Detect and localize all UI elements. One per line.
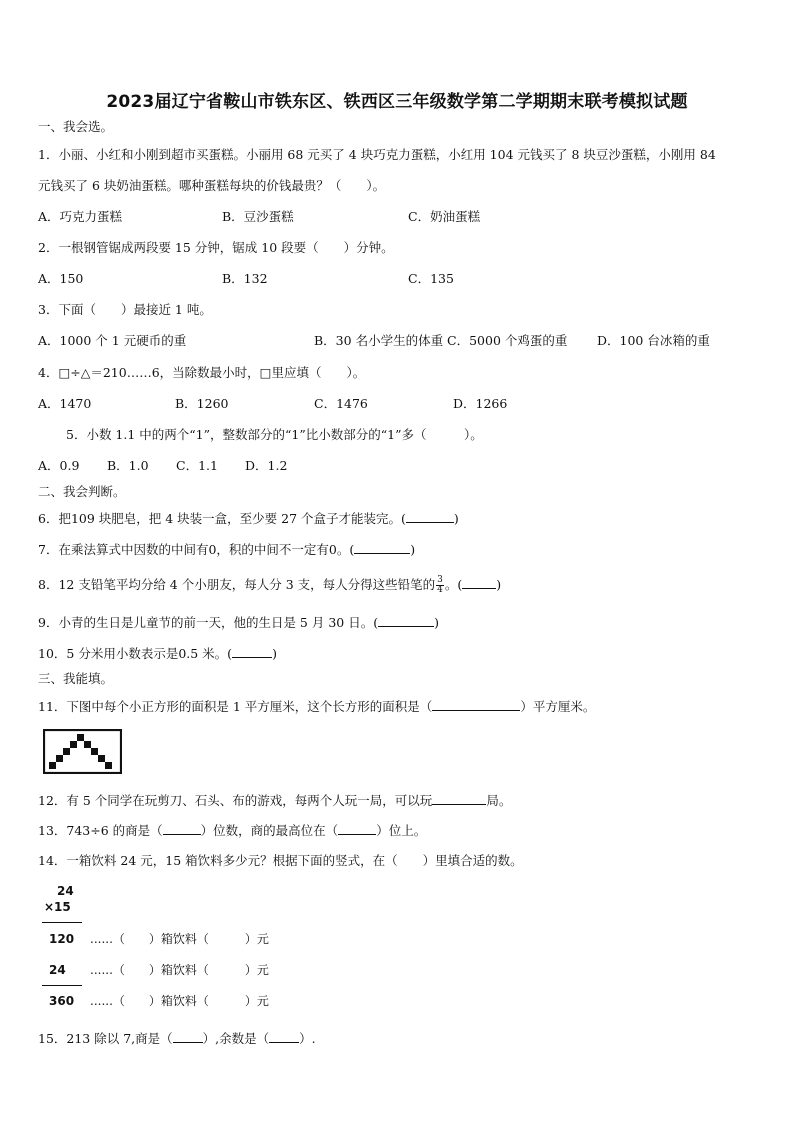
calc-rule <box>42 922 82 923</box>
question-4: 4．□÷△＝210……6，当除数最小时，□里应填（ ）。 <box>38 365 366 380</box>
question-10-text: 10．5 分米用小数表示是0.5 米。( <box>38 646 233 661</box>
partial-product-2: 24 <box>49 963 66 977</box>
question-11 <box>38 698 595 715</box>
question-10-close: ) <box>272 646 277 661</box>
question-10 <box>38 645 277 662</box>
question-12 <box>38 792 511 809</box>
question-12-text: 12．有 5 个同学在玩剪刀、石头、布的游戏，每两个人玩一局，可以玩 <box>38 793 433 808</box>
question-7 <box>38 541 415 558</box>
question-9 <box>38 614 439 631</box>
question-6-text: 6．把109 块肥皂，把 4 块装一盒，至少要 27 个盒子才能装完。( <box>38 511 406 526</box>
question-15-mid: ）,余数是（ <box>202 1031 270 1046</box>
square <box>49 762 56 769</box>
answer-blank[interactable] <box>406 510 454 523</box>
question-13-tail: ）位上。 <box>376 823 427 838</box>
question-4-option-d: D．1266 <box>453 396 508 411</box>
question-8 <box>38 574 501 596</box>
question-15 <box>38 1030 316 1047</box>
question-6-close: ) <box>453 511 459 526</box>
rectangle-grid-figure <box>43 729 122 774</box>
question-9-text: 9．小青的生日是儿童节的前一天，他的生日是 5 月 30 日。( <box>38 615 379 630</box>
section-heading-choice: 一、我会选。 <box>38 119 114 134</box>
question-5-option-b: B．1.0 <box>107 458 149 473</box>
question-2-option-b: B．132 <box>222 271 268 286</box>
fraction-numerator: 3 <box>437 575 443 585</box>
partial-product-1: 120 <box>49 932 75 946</box>
question-1-option-c: C．奶油蛋糕 <box>408 209 481 224</box>
question-11-tail: ）平方厘米。 <box>520 699 596 714</box>
answer-blank[interactable] <box>354 541 410 554</box>
answer-blank[interactable] <box>338 822 376 835</box>
square <box>77 734 84 741</box>
question-14: 14．一箱饮料 24 元，15 箱饮料多少元？根据下面的竖式，在（ ）里填合适的数。 <box>38 853 523 868</box>
question-3-option-a: A．1000 个 1 元硬币的重 <box>38 333 187 348</box>
question-2-option-c: C．135 <box>408 271 454 286</box>
question-1-line-2: 元钱买了 6 块奶油蛋糕。哪种蛋糕每块的价钱最贵？（ ）。 <box>38 178 386 193</box>
question-1-line-1: 1．小丽、小红和小刚到超市买蛋糕。小丽用 68 元买了 4 块巧克力蛋糕，小红用 104 元钱买了 8 块豆沙蛋糕，小刚用 84 <box>38 147 716 162</box>
square <box>70 741 77 748</box>
question-7-close: ) <box>410 542 416 557</box>
question-5-option-a: A．0.9 <box>38 458 80 473</box>
fraction-denominator: 4 <box>437 585 443 595</box>
calc-hint-1: ......（ ）箱饮料（ ）元 <box>90 932 269 946</box>
question-5-option-d: D．1.2 <box>245 458 288 473</box>
question-3: 3．下面（ ）最接近 1 吨。 <box>38 302 212 317</box>
question-11-text: 11．下图中每个小正方形的面积是 1 平方厘米，这个长方形的面积是（ <box>38 699 433 714</box>
question-4-option-a: A．1470 <box>38 396 92 411</box>
question-1-option-a: A．巧克力蛋糕 <box>38 209 123 224</box>
question-2-option-a: A．150 <box>38 271 84 286</box>
question-5-option-c: C．1.1 <box>176 458 218 473</box>
question-8-text: 8．12 支铅笔平均分给 4 个小朋友，每人分 3 支，每人分得这些铅笔的 <box>38 577 436 592</box>
answer-blank[interactable] <box>232 645 272 658</box>
question-15-tail: ）. <box>299 1031 316 1046</box>
question-9-close: ) <box>434 615 439 630</box>
section-heading-judge: 二、我会判断。 <box>38 484 126 499</box>
multiplicand: 24 <box>57 884 74 898</box>
question-5: 5．小数 1.1 中的两个“1”，整数部分的“1”比小数部分的“1”多（ ）。 <box>66 427 483 442</box>
question-3-option-b: B．30 名小学生的体重 C．5000 个鸡蛋的重 <box>314 333 568 348</box>
product-total: 360 <box>49 994 75 1008</box>
question-1-option-b: B．豆沙蛋糕 <box>222 209 294 224</box>
answer-blank[interactable] <box>269 1030 299 1043</box>
square <box>56 755 63 762</box>
question-8-open: 。( <box>444 577 463 592</box>
calc-hint-2: ......（ ）箱饮料（ ）元 <box>90 963 269 977</box>
answer-blank[interactable] <box>432 698 520 711</box>
section-heading-fill: 三、我能填。 <box>38 671 114 686</box>
answer-blank[interactable] <box>378 614 434 627</box>
calc-hint-3: ......（ ）箱饮料（ ）元 <box>90 994 269 1008</box>
square <box>105 762 112 769</box>
square <box>84 741 91 748</box>
question-13 <box>38 822 426 839</box>
fraction <box>436 576 444 595</box>
question-13-text: 13．743÷6 的商是（ <box>38 823 163 838</box>
question-3-option-d: D．100 台冰箱的重 <box>597 333 710 348</box>
question-15-text: 15．213 除以 7,商是（ <box>38 1031 173 1046</box>
answer-blank[interactable] <box>462 576 496 589</box>
question-4-option-c: C．1476 <box>314 396 368 411</box>
question-7-text: 7．在乘法算式中因数的中间有0，积的中间不一定有0。( <box>38 542 355 557</box>
square <box>91 748 98 755</box>
square <box>63 748 70 755</box>
calc-rule <box>42 985 82 986</box>
answer-blank[interactable] <box>163 822 201 835</box>
question-13-mid: ）位数，商的最高位在（ <box>200 823 339 838</box>
checker-squares <box>49 734 112 769</box>
answer-blank[interactable] <box>432 792 486 805</box>
question-6 <box>38 510 459 527</box>
multiplier: ×15 <box>44 900 71 914</box>
page-title: 2023届辽宁省鞍山市铁东区、铁西区三年级数学第二学期期末联考模拟试题 <box>106 92 688 112</box>
question-2: 2．一根钢管锯成两段要 15 分钟，锯成 10 段要（ ）分钟。 <box>38 240 394 255</box>
answer-blank[interactable] <box>173 1030 203 1043</box>
question-12-tail: 局。 <box>486 793 512 808</box>
question-8-close: ) <box>496 577 502 592</box>
square <box>98 755 105 762</box>
question-4-option-b: B．1260 <box>175 396 229 411</box>
